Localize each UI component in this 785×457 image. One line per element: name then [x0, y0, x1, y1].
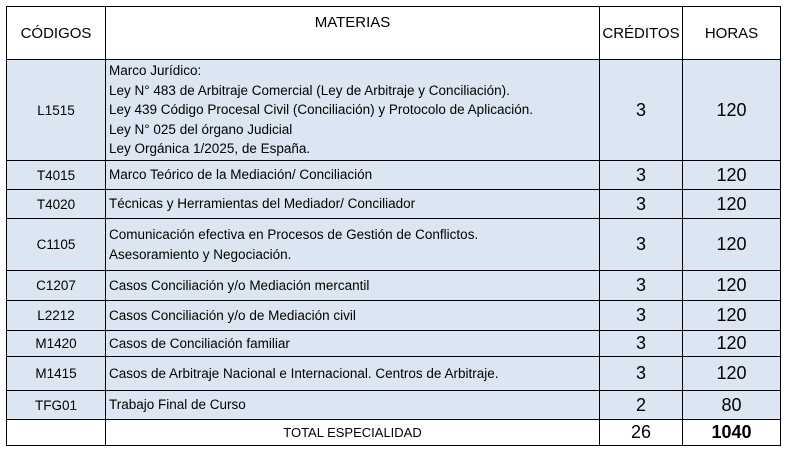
row-credits: 3: [600, 331, 683, 357]
row-subject: [106, 161, 600, 190]
row-subject: [106, 301, 600, 331]
row-hours: 120: [683, 331, 781, 357]
subject-line: Asesoramiento y Negociación.: [109, 246, 292, 262]
row-code: TFG01: [7, 391, 106, 420]
row-subject: [106, 331, 600, 357]
row-subject: [106, 357, 600, 391]
row-hours: 120: [683, 301, 781, 331]
row-hours: 120: [683, 190, 781, 219]
table-row: [7, 391, 781, 420]
row-credits: 3: [600, 190, 683, 219]
total-hours: 1040: [683, 420, 781, 446]
row-code: T4020: [7, 190, 106, 219]
row-credits: 3: [600, 60, 683, 161]
row-credits: 3: [600, 301, 683, 331]
row-subject: [106, 391, 600, 420]
table-row: [7, 357, 781, 391]
row-credits: 3: [600, 357, 683, 391]
total-label: TOTAL ESPECIALIDAD: [106, 420, 600, 446]
subject-line: Casos Conciliación y/o de Mediación civil: [109, 307, 356, 323]
row-code: C1105: [7, 219, 106, 271]
row-code: M1420: [7, 331, 106, 357]
subject-line: Ley N° 483 de Arbitraje Comercial (Ley de Arbitraje y Conciliación).: [109, 82, 510, 98]
subject-line: Comunicación efectiva en Procesos de Gestión de Conflictos.: [109, 227, 479, 242]
subject-line: Marco Jurídico:: [109, 63, 202, 79]
table-row: [7, 60, 781, 161]
row-subject: [106, 271, 600, 301]
curriculum-table: [6, 6, 781, 446]
subject-line: Casos Conciliación y/o Mediación mercantil: [109, 277, 370, 293]
table-row: [7, 219, 781, 271]
row-hours: 120: [683, 271, 781, 301]
row-hours: 80: [683, 391, 781, 420]
row-credits: 2: [600, 391, 683, 420]
table-row: [7, 331, 781, 357]
row-code: C1207: [7, 271, 106, 301]
table-row: [7, 190, 781, 219]
header-subjects: MATERIAS: [106, 7, 600, 60]
table-row: [7, 271, 781, 301]
subject-line: Ley N° 025 del órgano Judicial: [109, 121, 293, 137]
total-row: [7, 420, 781, 446]
total-empty-cell: [7, 420, 106, 446]
row-credits: 3: [600, 219, 683, 271]
row-hours: 120: [683, 357, 781, 391]
row-hours: 120: [683, 60, 781, 161]
subject-line: Casos de Conciliación familiar: [109, 335, 290, 351]
subject-line: Marco Teórico de la Mediación/ Conciliación: [109, 167, 373, 183]
row-credits: 3: [600, 161, 683, 190]
row-hours: 120: [683, 219, 781, 271]
header-codes: CÓDIGOS: [7, 7, 106, 60]
table-row: [7, 161, 781, 190]
row-code: M1415: [7, 357, 106, 391]
row-subject: [106, 60, 600, 161]
total-credits: 26: [600, 420, 683, 446]
subject-line: Técnicas y Herramientas del Mediador/ Conciliador: [109, 196, 416, 212]
subject-line: Ley Orgánica 1/2025, de España.: [109, 141, 311, 157]
header-credits: CRÉDITOS: [600, 7, 683, 60]
row-credits: 3: [600, 271, 683, 301]
row-subject: [106, 190, 600, 219]
row-code: T4015: [7, 161, 106, 190]
row-code: L2212: [7, 301, 106, 331]
header-row: [7, 7, 781, 60]
row-code: L1515: [7, 60, 106, 161]
row-subject: [106, 219, 600, 271]
row-hours: 120: [683, 161, 781, 190]
subject-line: Ley 439 Código Procesal Civil (Conciliación) y Protocolo de Aplicación.: [109, 102, 533, 118]
header-hours: HORAS: [683, 7, 781, 60]
table-row: [7, 301, 781, 331]
subject-line: Casos de Arbitraje Nacional e Internacional. Centros de Arbitraje.: [109, 365, 499, 381]
subject-line: Trabajo Final de Curso: [109, 397, 246, 413]
